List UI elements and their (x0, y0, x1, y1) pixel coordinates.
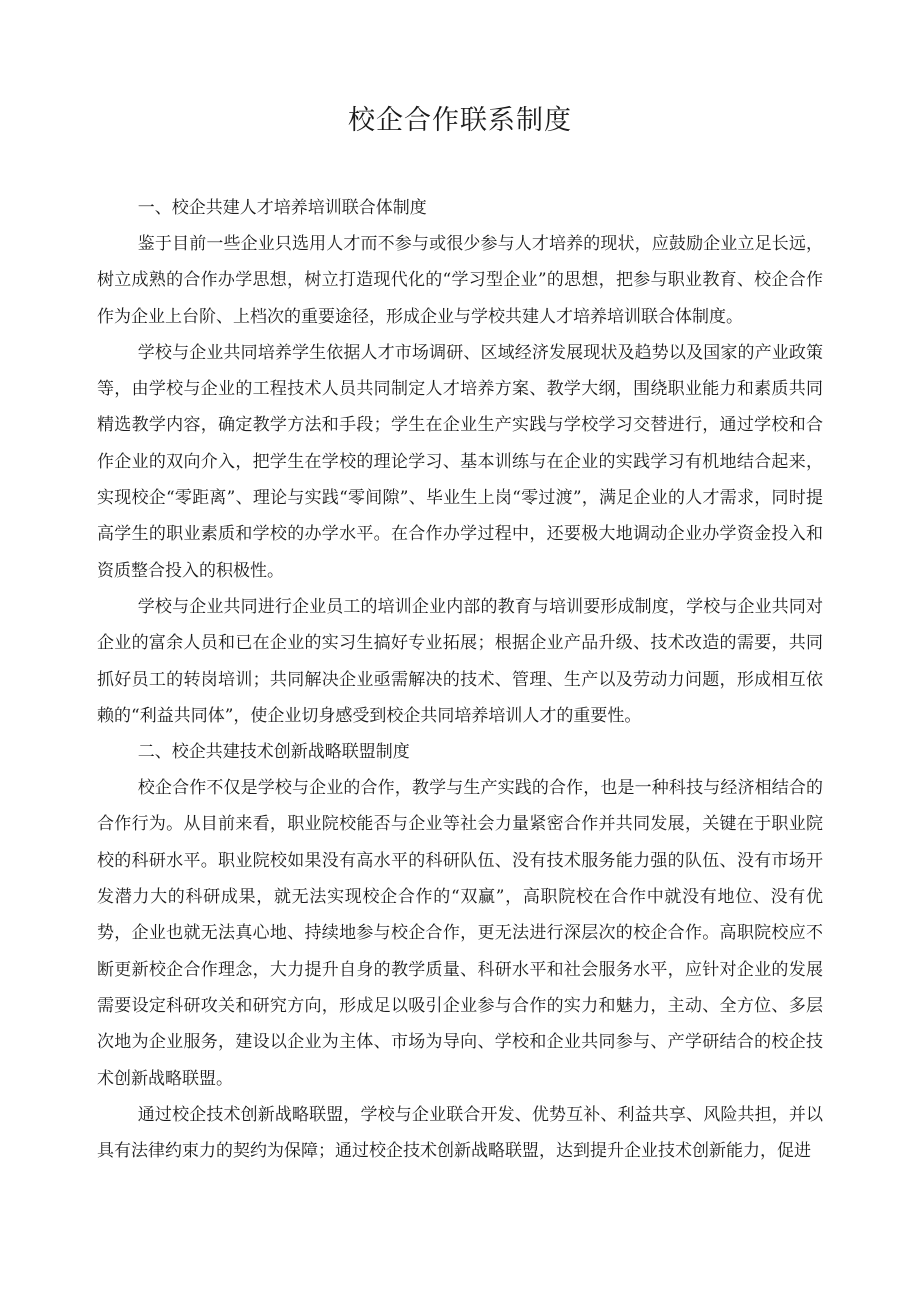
section-2-paragraph-2: 通过校企技术创新战略联盟，学校与企业联合开发、优势互补、利益共享、风险共担，并以具有法律约束力的契约为保障；通过校企技术创新战略联盟，达到提升企业技术创新能力，促进 (97, 1104, 823, 1162)
section-1-paragraph-2: 学校与企业共同培养学生依据人才市场调研、区域经济发展现状及趋势以及国家的产业政策等，由学校与企业的工程技术人员共同制定人才培养方案、教学大纲，围绕职业能力和素质共同精选教学内容，确定教学方法和手段；学生在企业生产实践与学校学习交替进行，通过学校和合作企业的双向介入，把学生在学校的理论学习、基本训练与在企业的实践学习有机地结合起来，实现校企“零距离”、理论与实践“零间隙”、毕业生上岗“零过渡”，满足企业的人才需求，同时提高学生的职业素质和学校的办学水平。在合作办学过程中，还要极大地调动企业办学资金投入和资质整合投入的积极性。 (97, 342, 823, 581)
document-title: 校企合作联系制度 (348, 105, 572, 136)
section-1-paragraph-1: 鉴于目前一些企业只选用人才而不参与或很少参与人才培养的现状，应鼓励企业立足长远，树立成熟的合作办学思想，树立打造现代化的“学习型企业”的思想，把参与职业教育、校企合作作为企业上台阶、上档次的重要途径，形成企业与学校共建人才培养培训联合体制度。 (97, 234, 823, 327)
section-1-paragraph-3: 学校与企业共同进行企业员工的培训企业内部的教育与培训要形成制度，学校与企业共同对企业的富余人员和已在企业的实习生搞好专业拓展；根据企业产品升级、技术改造的需要，共同抓好员工的转岗培训；共同解决企业亟需解决的技术、管理、生产以及劳动力问题，形成相互依赖的“利益共同体”，使企业切身感受到校企共同培养培训人才的重要性。 (97, 596, 823, 726)
document-page (97, 0, 823, 1169)
section-heading-1: 一、校企共建人才培养培训联合体制度 (137, 198, 427, 218)
section-heading-2: 二、校企共建技术创新战略联盟制度 (137, 742, 410, 763)
section-2-paragraph-1: 校企合作不仅是学校与企业的合作，教学与生产实践的合作，也是一种科技与经济相结合的合作行为。从目前来看，职业院校能否与企业等社会力量紧密合作并共同发展，关键在于职业院校的科研水平。职业院校如果没有高水平的科研队伍、没有技术服务能力强的队伍、没有市场开发潜力大的科研成果，就无法实现校企合作的“双赢”，高职院校在合作中就没有地位、没有优势，企业也就无法真心地、持续地参与校企合作，更无法进行深层次的校企合作。高职院校应不断更新校企合作理念，大力提升自身的教学质量、科研水平和社会服务水平，应针对企业的发展需要设定科研攻关和研究方向，形成足以吸引企业参与合作的实力和魅力，主动、全方位、多层次地为企业服务，建设以企业为主体、市场为导向、学校和企业共同参与、产学研结合的校企技术创新战略联盟。 (97, 778, 823, 1089)
